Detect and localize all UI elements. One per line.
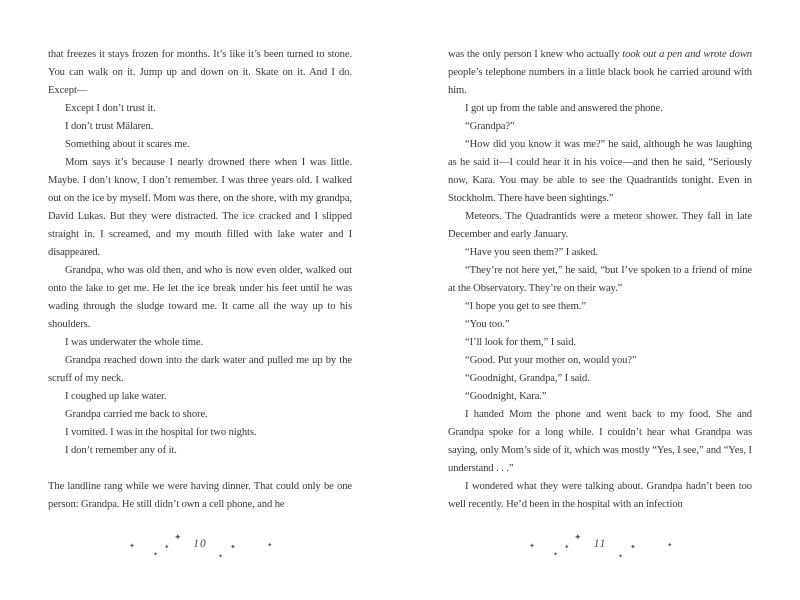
- right-page: [448, 46, 752, 514]
- sparkle-icon: ✦: [630, 543, 636, 551]
- paragraph: I vomited. I was in the hospital for two nights.: [65, 427, 257, 438]
- paragraph: “How did you know it was me?” he said, although he was laughing as he said it—I could hear it in his voice—and then he said, “Seriously now, Kara. You may be able to see the Quadrantids tonight. Even in Stockholm. There have been sightings.”: [448, 139, 752, 204]
- paragraph: that freezes it stays frozen for months. It’s like it’s been turned to stone. You can walk on it. Jump up and down on it. Skate on it. And I do. Except—: [48, 49, 352, 96]
- paragraph: “Grandpa?”: [465, 121, 515, 132]
- paragraph: Grandpa carried me back to shore.: [65, 409, 208, 420]
- sparkle-icon: ✦: [574, 533, 582, 543]
- sparkle-icon: ✦: [174, 533, 182, 543]
- left-page-number: 10: [193, 538, 207, 550]
- sparkle-icon: ✦: [129, 542, 135, 550]
- paragraph-text: was the only person I knew who actually: [448, 49, 623, 60]
- paragraph: “I’ll look for them,” I said.: [465, 337, 576, 348]
- sparkle-icon: ✦: [553, 551, 559, 558]
- sparkle-icon: ✦: [529, 542, 535, 550]
- left-page: [48, 46, 352, 514]
- paragraph: I got up from the table and answered the phone.: [465, 103, 663, 114]
- emphasis-text: took out a pen and wrote down: [622, 49, 752, 60]
- right-page-footer: [520, 534, 680, 568]
- paragraph: [448, 46, 752, 100]
- sparkle-icon: ✦: [164, 543, 170, 551]
- sparkle-icon: ✦: [564, 543, 570, 551]
- paragraph: “You too.”: [465, 319, 510, 330]
- paragraph: Grandpa, who was old then, and who is now even older, walked out onto the lake to get me. He let the ice break under his feet until he was wading through the sludge toward me. It came all the way up to his shoulders.: [48, 265, 352, 330]
- paragraph: I don’t trust Mälaren.: [65, 121, 154, 132]
- paragraph: I wondered what they were talking about. Grandpa hadn’t been too well recently. He’d been in the hospital with an infection: [448, 481, 752, 510]
- paragraph: “I hope you get to see them.”: [465, 301, 586, 312]
- paragraph: I was underwater the whole time.: [65, 337, 204, 348]
- paragraph: “Good. Put your mother on, would you?”: [465, 355, 637, 366]
- paragraph: “Have you seen them?” I asked.: [465, 247, 598, 258]
- sparkle-icon: ✦: [153, 551, 159, 558]
- paragraph: I coughed up lake water.: [65, 391, 167, 402]
- paragraph: Grandpa reached down into the dark water and pulled me up by the scruff of my neck.: [48, 355, 352, 384]
- paragraph: “Goodnight, Grandpa,” I said.: [465, 373, 590, 384]
- paragraph: Except I don’t trust it.: [65, 103, 156, 114]
- paragraph: Meteors. The Quadrantids were a meteor shower. They fall in late December and early January.: [448, 211, 752, 240]
- left-page-footer: [120, 534, 280, 568]
- paragraph-text: people’s telephone numbers in a little black book he carried around with him.: [448, 67, 752, 96]
- sparkle-icon: ✦: [230, 543, 236, 551]
- paragraph: The landline rang while we were having dinner. That could only be one person: Grandpa. He still didn’t own a cell phone, and he: [48, 481, 352, 510]
- sparkle-icon: ✦: [218, 553, 224, 560]
- sparkle-icon: ✦: [618, 553, 624, 560]
- right-page-number: 11: [593, 538, 607, 550]
- sparkle-icon: ✦: [267, 541, 273, 549]
- paragraph: “Goodnight, Kara.”: [465, 391, 547, 402]
- sparkle-icon: ✦: [667, 541, 673, 549]
- paragraph: I don’t remember any of it.: [65, 445, 177, 456]
- paragraph: Something about it scares me.: [65, 139, 190, 150]
- paragraph: “They’re not here yet,” he said, “but I’ve spoken to a friend of mine at the Observatory. They’re on their way.”: [448, 265, 752, 294]
- paragraph: Mom says it’s because I nearly drowned there when I was little. Maybe. I don’t know, I don’t remember. I was three years old. I walked out on the ice by myself. Mom was there, on the shore, with my grandpa, David Lukas. But they were distracted. The ice cracked and I slipped straight in. I screamed, and my mouth filled with lake water and I disappeared.: [48, 157, 352, 258]
- paragraph: I handed Mom the phone and went back to my food. She and Grandpa spoke for a long while. I couldn’t hear what Grandpa was saying, only Mom’s side of it, which was mostly “Yes, I see,” and “Yes, I understand . . .”: [448, 409, 752, 474]
